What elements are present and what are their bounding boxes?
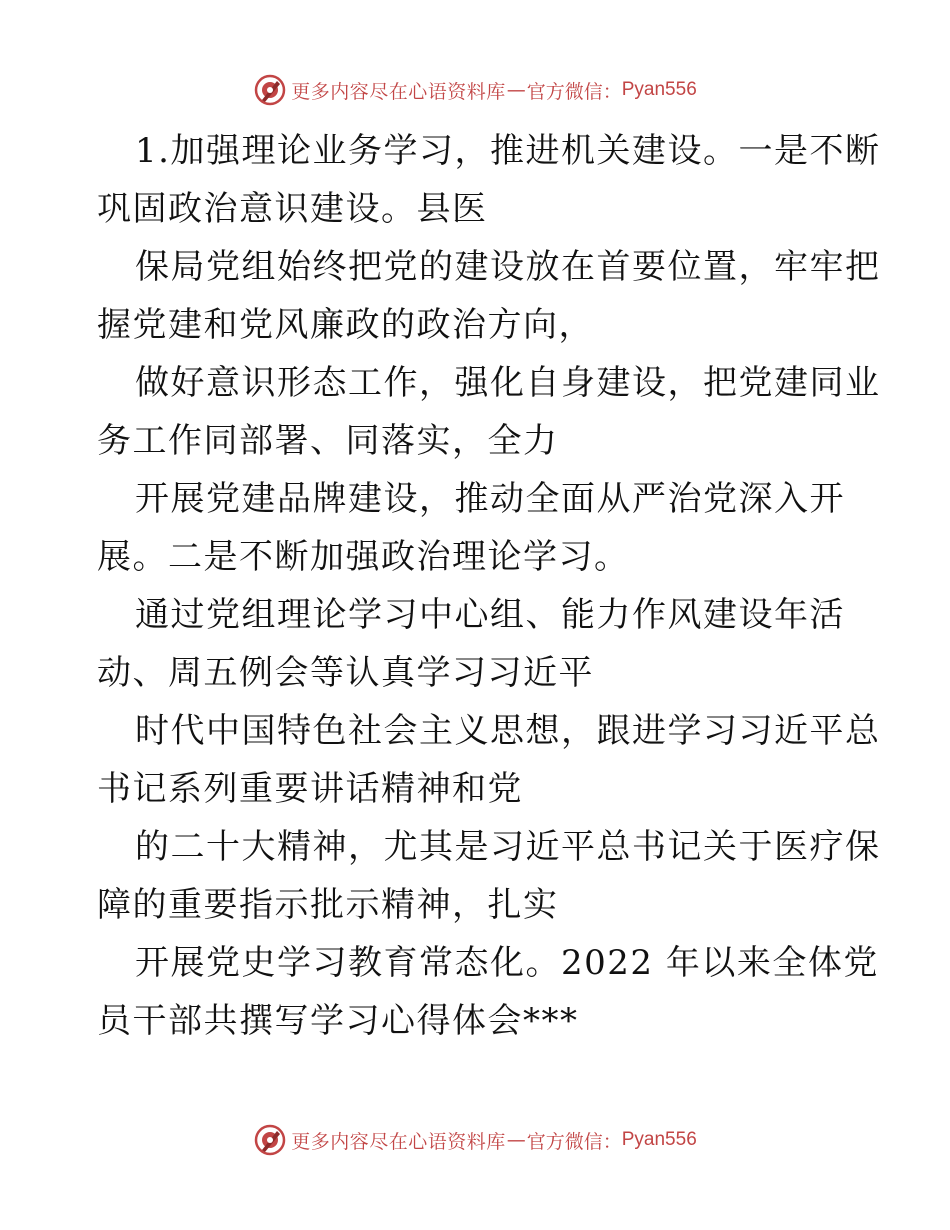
body-line: 书记系列重要讲话精神和党 bbox=[97, 769, 523, 809]
banner-wechat-id: Pyan556 bbox=[621, 1129, 697, 1150]
banner-wechat-id: Pyan556 bbox=[621, 79, 697, 100]
body-line: 时代中国特色社会主义思想，跟进学习习近平总 bbox=[135, 711, 881, 751]
body-line: 开展党建品牌建设，推动全面从严治党深入开 bbox=[135, 479, 845, 519]
body-line: 通过党组理论学习中心组、能力作风建设年活 bbox=[135, 595, 845, 635]
body-line: 展。二是不断加强政治理论学习。 bbox=[97, 537, 630, 577]
footer-banner bbox=[0, 1120, 950, 1160]
pen-in-circle-icon bbox=[253, 1123, 287, 1157]
document-body bbox=[97, 122, 881, 1050]
banner-separator: — bbox=[506, 1129, 526, 1151]
body-line: 开展党史学习教育常态化。2022 年以来全体党 bbox=[135, 943, 879, 983]
body-line: 务工作同部署、同落实，全力 bbox=[97, 421, 559, 461]
body-line: 障的重要指示批示精神，扎实 bbox=[97, 885, 559, 925]
banner-separator: — bbox=[506, 79, 526, 101]
body-line: 保局党组始终把党的建设放在首要位置，牢牢把 bbox=[135, 247, 881, 287]
banner-brand-text: 更多内容尽在心语资料库 bbox=[291, 1130, 506, 1153]
body-line: 动、周五例会等认真学习习近平 bbox=[97, 653, 594, 693]
banner-wechat-label: 官方微信： bbox=[526, 1130, 622, 1153]
body-line: 员干部共撰写学习心得体会*** bbox=[97, 1001, 579, 1041]
body-line: 做好意识形态工作，强化自身建设，把党建同业 bbox=[135, 363, 881, 403]
body-line: 握党建和党风廉政的政治方向， bbox=[97, 305, 594, 345]
header-banner bbox=[0, 70, 950, 110]
pen-in-circle-icon bbox=[253, 73, 287, 107]
banner-brand-text: 更多内容尽在心语资料库 bbox=[291, 80, 506, 103]
body-line: 的二十大精神，尤其是习近平总书记关于医疗保 bbox=[135, 827, 881, 867]
body-line: 1.加强理论业务学习，推进机关建设。一是不断 bbox=[135, 131, 881, 171]
body-line: 巩固政治意识建设。县医 bbox=[97, 189, 488, 229]
banner-wechat-label: 官方微信： bbox=[526, 80, 622, 103]
